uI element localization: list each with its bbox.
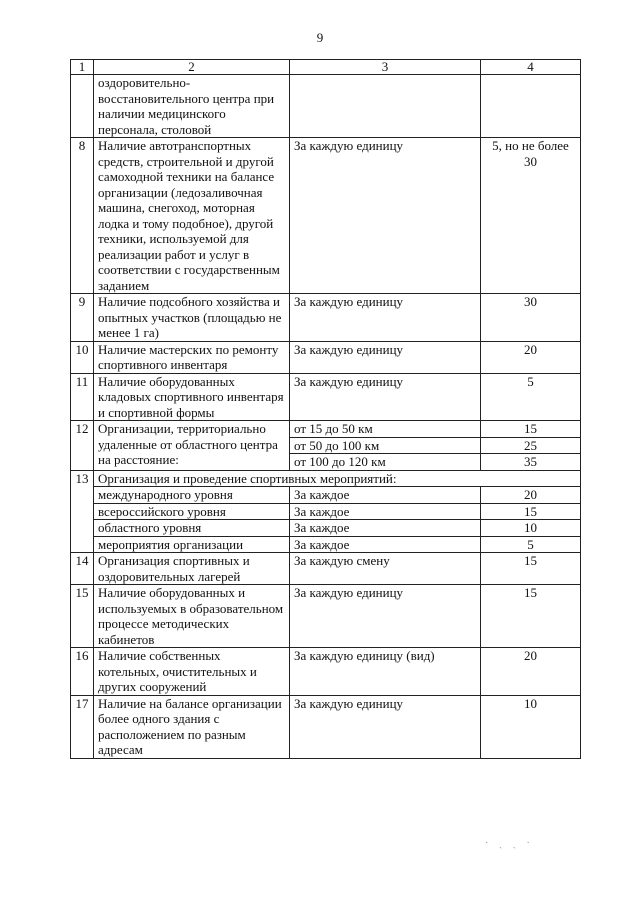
sub-row-points: 5 bbox=[481, 536, 581, 553]
row-text: Организация спортивных и оздоровительных лагерей bbox=[94, 553, 290, 585]
row-text: Организация и проведение спортивных мероприятий: bbox=[94, 470, 581, 487]
table-header-row bbox=[71, 60, 581, 75]
row-unit: За каждую единицу bbox=[290, 138, 481, 294]
header-col-2: 2 bbox=[94, 60, 290, 75]
row-number: 11 bbox=[71, 373, 94, 421]
row-text: Наличие оборудованных кладовых спортивного инвентаря и спортивной формы bbox=[94, 373, 290, 421]
header-col-4: 4 bbox=[481, 60, 581, 75]
row-number: 14 bbox=[71, 553, 94, 585]
page-number: 9 bbox=[316, 30, 324, 45]
sub-row-text: всероссийского уровня bbox=[94, 503, 290, 520]
sub-row-points: 15 bbox=[481, 503, 581, 520]
table-row bbox=[71, 294, 581, 342]
row-number: 17 bbox=[71, 695, 94, 758]
row-points: 15 bbox=[481, 553, 581, 585]
table-row bbox=[71, 648, 581, 696]
row-unit: За каждую единицу (вид) bbox=[290, 648, 481, 696]
row-number: 10 bbox=[71, 341, 94, 373]
row-unit bbox=[290, 75, 481, 138]
row-text: Наличие автотранспортных средств, строительной и другой самоходной техники на балансе организации (ледозаливочная машина, снегоход, моторная лодка и тому подобное), другой техники, используемой для реализации работ и услуг в соответствии с государственным заданием bbox=[94, 138, 290, 294]
table-sub-row bbox=[71, 503, 581, 520]
table-row bbox=[71, 421, 581, 438]
table-sub-row bbox=[71, 520, 581, 537]
sub-row-points: 15 bbox=[481, 421, 581, 438]
row-unit: За каждую единицу bbox=[290, 695, 481, 758]
row-unit: За каждую смену bbox=[290, 553, 481, 585]
row-text: Наличие на балансе организации более одного здания с расположением по разным адресам bbox=[94, 695, 290, 758]
table-row bbox=[71, 138, 581, 294]
row-points: 20 bbox=[481, 341, 581, 373]
row-points: 5 bbox=[481, 373, 581, 421]
row-points bbox=[481, 75, 581, 138]
row-points: 30 bbox=[481, 294, 581, 342]
table-row bbox=[71, 373, 581, 421]
sub-row-unit: от 15 до 50 км bbox=[290, 421, 481, 438]
row-text: Наличие оборудованных и используемых в образовательном процессе методических кабинетов bbox=[94, 585, 290, 648]
table-row bbox=[71, 585, 581, 648]
sub-row-points: 10 bbox=[481, 520, 581, 537]
row-text: оздоровительно-восстановительного центра при наличии медицинского персонала, столовой bbox=[94, 75, 290, 138]
row-text: Наличие мастерских по ремонту спортивного инвентаря bbox=[94, 341, 290, 373]
row-unit: За каждую единицу bbox=[290, 373, 481, 421]
table-sub-row bbox=[71, 487, 581, 504]
row-unit: За каждую единицу bbox=[290, 294, 481, 342]
sub-row-points: 25 bbox=[481, 437, 581, 454]
table-row bbox=[71, 341, 581, 373]
sub-row-text: мероприятия организации bbox=[94, 536, 290, 553]
table-row bbox=[71, 695, 581, 758]
row-text: Наличие собственных котельных, очистительных и других сооружений bbox=[94, 648, 290, 696]
row-unit: За каждую единицу bbox=[290, 341, 481, 373]
sub-row-unit: За каждое bbox=[290, 520, 481, 537]
criteria-table bbox=[70, 59, 581, 759]
sub-row-unit: от 100 до 120 км bbox=[290, 454, 481, 471]
scan-artifact: · ˎ ˏ · bbox=[485, 838, 534, 849]
row-number: 15 bbox=[71, 585, 94, 648]
header-col-1: 1 bbox=[71, 60, 94, 75]
row-number: 9 bbox=[71, 294, 94, 342]
table-row bbox=[71, 470, 581, 487]
header-col-3: 3 bbox=[290, 60, 481, 75]
row-number: 12 bbox=[71, 421, 94, 471]
sub-row-unit: За каждое bbox=[290, 536, 481, 553]
sub-row-unit: За каждое bbox=[290, 503, 481, 520]
table-row-continuation bbox=[71, 75, 581, 138]
sub-row-points: 20 bbox=[481, 487, 581, 504]
row-text: Организации, территориально удаленные от областного центра на расстояние: bbox=[94, 421, 290, 471]
table-row bbox=[71, 553, 581, 585]
row-points: 20 bbox=[481, 648, 581, 696]
row-points: 15 bbox=[481, 585, 581, 648]
row-text: Наличие подсобного хозяйства и опытных участков (площадью не менее 1 га) bbox=[94, 294, 290, 342]
row-number bbox=[71, 75, 94, 138]
row-points: 10 bbox=[481, 695, 581, 758]
sub-row-unit: от 50 до 100 км bbox=[290, 437, 481, 454]
sub-row-points: 35 bbox=[481, 454, 581, 471]
table-sub-row bbox=[71, 536, 581, 553]
row-number: 8 bbox=[71, 138, 94, 294]
row-number: 16 bbox=[71, 648, 94, 696]
row-points: 5, но не более 30 bbox=[481, 138, 581, 294]
sub-row-text: международного уровня bbox=[94, 487, 290, 504]
sub-row-text: областного уровня bbox=[94, 520, 290, 537]
row-unit: За каждую единицу bbox=[290, 585, 481, 648]
row-number: 13 bbox=[71, 470, 94, 553]
sub-row-unit: За каждое bbox=[290, 487, 481, 504]
